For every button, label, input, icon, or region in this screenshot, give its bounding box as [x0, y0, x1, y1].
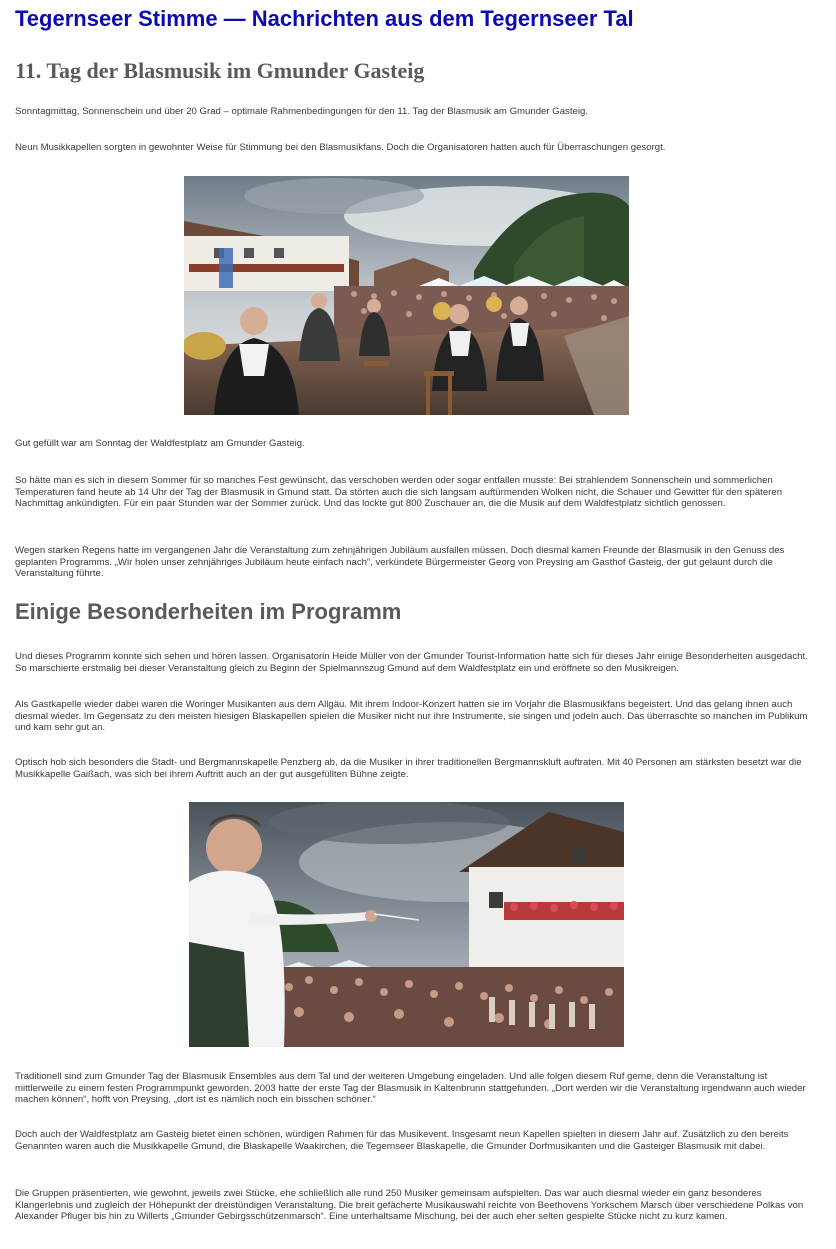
band-festival-photo: [184, 176, 629, 415]
section-heading: Einige Besonderheiten im Programm: [15, 599, 402, 624]
article-paragraph: Wegen starken Regens hatte im vergangenen Jahr die Veranstaltung zum zehnjährigen Jubiläum ausfallen müssen. Doch diesmal kamen Freunde der Blasmusik in den Genuss des geplanten Programms. „Wir holen unser zehnjähriges Jubiläum heute einfach nach“, verkündete Bürgermeister Georg von Preysing am Gasthof Gasteig, der gut gelaunt durch die Veranstaltung führte.: [15, 545, 785, 579]
article-paragraph: Die Gruppen präsentierten, wie gewohnt, jeweils zwei Stücke, ehe schließlich alle rund 250 Musiker gemeinsam aufspielten. Das war auch diesmal wieder ein ganz besonderes Klangerlebnis und zugleich der Höhepunkt der dreistündigen Veranstaltung. Die breit gefächerte Musikauswahl reichte von Beethovens Yorkschem Marsch über verschiedene Polkas von Alexander Pfluger bis hin zu Willerts „Gmunder Gebirgsschützenmarsch“. Eine unterhaltsame Mischung, bei der auch eher selten gespielte Stücke nicht zu kurz kamen.: [15, 1188, 804, 1222]
article-paragraph: So hätte man es sich in diesem Sommer für so manches Fest gewünscht, das verschoben werden oder sogar entfallen musste: Bei strahlendem Sonnenschein und sommerlichen Temperaturen fand heute ab 14 Uhr der Tag der Blasmusik in Gmund statt. Da störten auch die sich langsam auftürmenden Wolken nicht, die Schauer und Gewitter für den späteren Nachmittag ankündigten. Für ein paar Stunden war der Sommer zurück. Und das lockte gut 800 Zuschauer an, die die Musik auf dem Waldfestplatz sichtlich genossen.: [15, 475, 783, 509]
article-title: 11. Tag der Blasmusik im Gmunder Gasteig: [15, 58, 425, 83]
article-paragraph: Als Gastkapelle wieder dabei waren die Woringer Musikanten aus dem Allgäu. Mit ihrem Indoor-Konzert hatten sie im Vorjahr die Blasmusikfans begeistert. Und das gelang ihnen auch diesmal wieder. Im Gegensatz zu den meisten hiesigen Blaskapellen spielen die Musiker nicht nur ihre Instrumente, sie singen und jodeln auch. Das überraschte so manchen im Publikum und kam sehr gut an.: [15, 699, 808, 733]
article-paragraph: Optisch hob sich besonders die Stadt- und Bergmannskapelle Penzberg ab, da die Musiker in ihrer traditionellen Bergmannskluft auftraten. Mit 40 Personen am stärksten besetzt war die Musikkapelle Gaißach, was sich bei ihrem Auftritt auch an der gut ausgefüllten Bühne zeigte.: [15, 757, 802, 780]
article-paragraph: Neun Musikkapellen sorgten in gewohnter Weise für Stimmung bei den Blasmusikfans. Doch die Organisatoren hatten auch für Überraschungen gesorgt.: [15, 142, 666, 153]
photo-caption: Gut gefüllt war am Sonntag der Waldfestplatz am Gmunder Gasteig.: [15, 438, 305, 449]
article-paragraph: Sonntagmittag, Sonnenschein und über 20 Grad – optimale Rahmenbedingungen für den 11. Tag der Blasmusik am Gmunder Gasteig.: [15, 106, 588, 117]
article-paragraph: Doch auch der Waldfestplatz am Gasteig bietet einen schönen, würdigen Rahmen für das Musikevent. Insgesamt neun Kapellen spielten in diesem Jahr auf. Zusätzlich zu den bereits Genannten waren auch die Musikkapelle Gmund, die Blaskapelle Waakirchen, die Tegernseer Blaskapelle, die Gmunder Dorfmusikanten und die Gasteiger Blasmusik mit dabei.: [15, 1129, 789, 1152]
article-paragraph: Und dieses Programm konnte sich sehen und hören lassen. Organisatorin Heide Müller von der Gmunder Tourist-Information hatte sich für dieses Jahr einige Besonderheiten ausgedacht. So marschierte erstmalig bei dieser Veranstaltung gleich zu Beginn der Spielmannszug Gmund auf dem Waldfestplatz ein und eröffnete so den Musikreigen.: [15, 651, 808, 674]
article-paragraph: Traditionell sind zum Gmunder Tag der Blasmusik Ensembles aus dem Tal und der weiteren Umgebung eingeladen. Und alle folgen diesem Ruf gerne, denn die Veranstaltung ist mittlerweile zu einem festen Programmpunkt geworden. 2003 hatte der erste Tag der Blasmusik in Kaltenbrunn stattgefunden. „Dort werden wir die Veranstaltung irgendwann auch wieder machen können“, hofft von Preysing, „dort ist es nämlich noch ein bisschen schöner.“: [15, 1071, 806, 1105]
site-title: Tegernseer Stimme — Nachrichten aus dem Tegernseer Tal: [15, 6, 634, 31]
conductor-photo: [189, 802, 624, 1047]
